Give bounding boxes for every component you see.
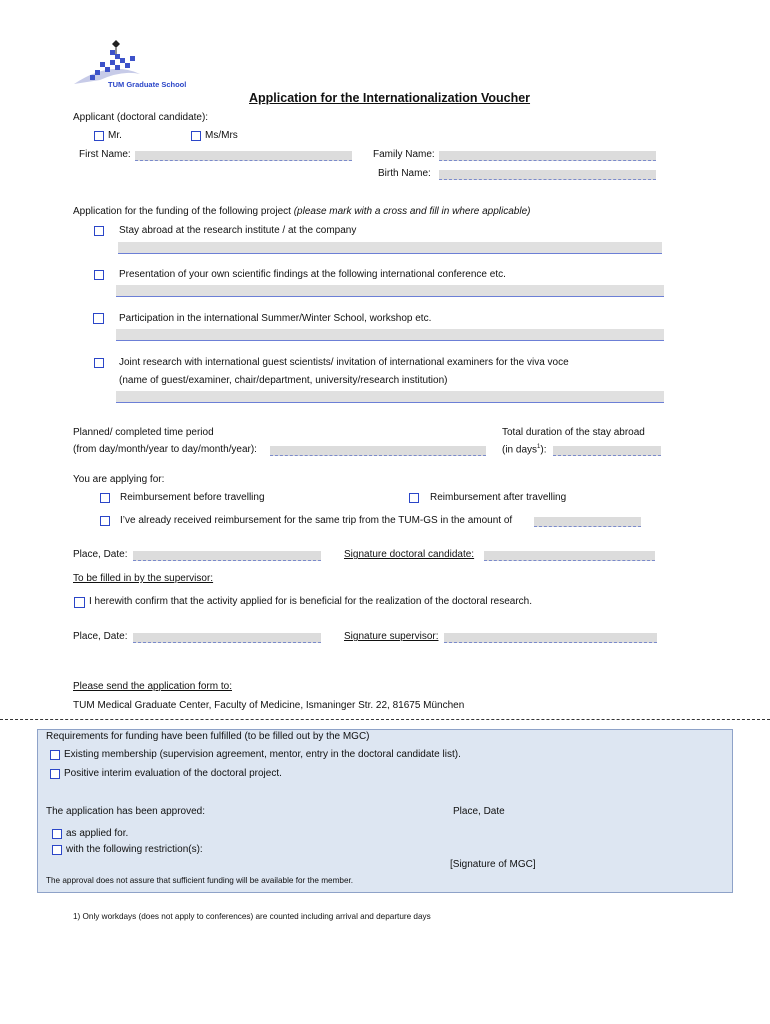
summer-school-field[interactable] — [116, 329, 664, 341]
interim-evaluation-checkbox[interactable] — [50, 769, 60, 779]
birth-name-label: Birth Name: — [378, 168, 431, 179]
send-address: TUM Medical Graduate Center, Faculty of Medicine, Ismaninger Str. 22, 81675 München — [73, 700, 465, 711]
stay-abroad-label: Stay abroad at the research institute / at the company — [119, 225, 357, 236]
as-applied-label: as applied for. — [66, 828, 129, 839]
stay-abroad-checkbox[interactable] — [94, 226, 104, 236]
supervisor-signature-label: Signature supervisor: — [344, 631, 439, 642]
supervisor-place-date-field[interactable] — [133, 633, 321, 643]
presentation-field[interactable] — [116, 285, 664, 297]
ms-label: Ms/Mrs — [205, 130, 238, 141]
presentation-checkbox[interactable] — [94, 270, 104, 280]
birth-name-field[interactable] — [439, 170, 656, 180]
restrictions-checkbox[interactable] — [52, 845, 62, 855]
membership-label: Existing membership (supervision agreement, mentor, entry in the doctoral candidate list). — [64, 749, 461, 760]
supervisor-confirm-checkbox[interactable] — [74, 597, 85, 608]
candidate-place-date-field[interactable] — [133, 551, 321, 561]
logo-label: TUM Graduate School — [108, 80, 187, 89]
mgc-signature-label: [Signature of MGC] — [450, 859, 536, 870]
membership-checkbox[interactable] — [50, 750, 60, 760]
duration-field[interactable] — [553, 446, 661, 456]
family-name-field[interactable] — [439, 151, 656, 161]
already-received-label: I’ve already received reimbursement for the same trip from the TUM-GS in the amount of — [120, 515, 513, 526]
as-applied-checkbox[interactable] — [52, 829, 62, 839]
supervisor-heading: To be filled in by the supervisor: — [73, 573, 214, 584]
reimbursement-after-checkbox[interactable] — [409, 493, 419, 503]
supervisor-place-date-label: Place, Date: — [73, 631, 128, 642]
applying-heading: You are applying for: — [73, 474, 165, 485]
joint-research-checkbox[interactable] — [94, 358, 104, 368]
supervisor-confirm-label: I herewith confirm that the activity applied for is beneficial for the realization of the doctoral research. — [89, 596, 533, 607]
footnote: 1) Only workdays (does not apply to conferences) are counted including arrival and departure days — [73, 912, 431, 921]
presentation-label: Presentation of your own scientific findings at the following international conference etc. — [119, 269, 506, 280]
stay-abroad-field[interactable] — [118, 242, 662, 254]
family-name-label: Family Name: — [373, 149, 435, 160]
period-field[interactable] — [270, 446, 486, 456]
reimbursement-before-label: Reimbursement before travelling — [120, 492, 265, 503]
duration-heading: Total duration of the stay abroad — [502, 427, 645, 438]
summer-school-label: Participation in the international Summer/Winter School, workshop etc. — [119, 313, 432, 324]
joint-research-note: (name of guest/examiner, chair/department, university/research institution) — [119, 375, 448, 386]
ms-checkbox[interactable] — [191, 131, 201, 141]
period-heading: Planned/ completed time period — [73, 427, 214, 438]
send-heading: Please send the application form to: — [73, 681, 232, 692]
duration-subheading: (in days$^1$): — [502, 444, 547, 456]
restrictions-label: with the following restriction(s): — [66, 844, 203, 855]
interim-evaluation-label: Positive interim evaluation of the doctoral project. — [64, 768, 282, 779]
mgc-heading: Requirements for funding have been fulfilled (to be filled out by the MGC) — [46, 731, 370, 742]
mr-label: Mr. — [108, 130, 122, 141]
first-name-label: First Name: — [79, 149, 131, 160]
mr-checkbox[interactable] — [94, 131, 104, 141]
summer-school-checkbox[interactable] — [93, 313, 104, 324]
supervisor-signature-field[interactable] — [444, 633, 657, 643]
mgc-disclaimer: The approval does not assure that sufficient funding will be available for the member. — [46, 876, 354, 885]
candidate-place-date-label: Place, Date: — [73, 549, 128, 560]
mgc-place-date-label: Place, Date — [453, 806, 505, 817]
applicant-heading: Applicant (doctoral candidate): — [73, 112, 209, 123]
candidate-signature-label: Signature doctoral candidate: — [344, 549, 475, 560]
funding-heading: Application for the funding of the following project (please mark with a cross and fill in where applicable) — [73, 206, 531, 217]
amount-field[interactable] — [534, 517, 641, 527]
joint-research-field[interactable] — [116, 391, 664, 403]
reimbursement-before-checkbox[interactable] — [100, 493, 110, 503]
period-subheading: (from day/month/year to day/month/year): — [73, 444, 257, 455]
joint-research-label: Joint research with international guest scientists/ invitation of international examiners for the viva voce — [119, 357, 569, 368]
cut-line — [0, 719, 770, 720]
reimbursement-after-label: Reimbursement after travelling — [430, 492, 567, 503]
approved-label: The application has been approved: — [46, 806, 206, 817]
page-title: Application for the Internationalization Voucher — [249, 91, 531, 105]
already-received-checkbox[interactable] — [100, 516, 110, 526]
candidate-signature-field[interactable] — [484, 551, 655, 561]
first-name-field[interactable] — [135, 151, 352, 161]
